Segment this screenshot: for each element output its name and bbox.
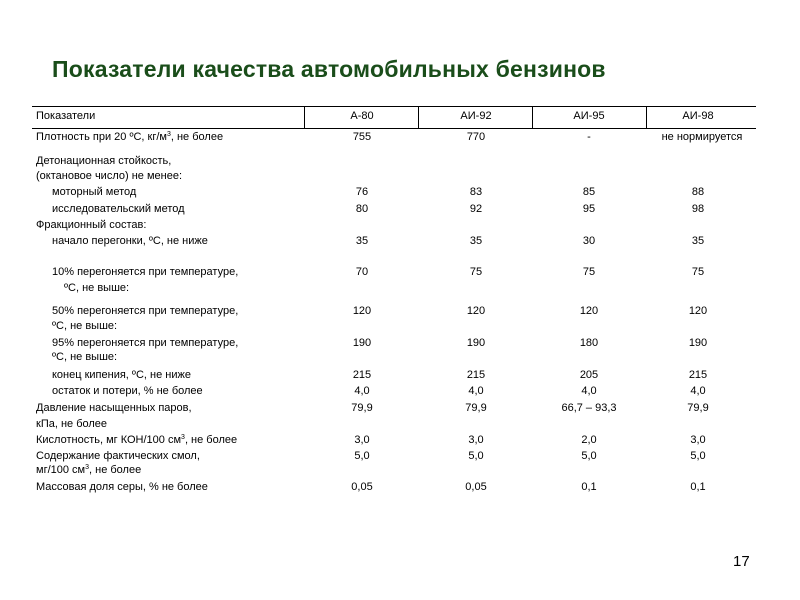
cell-value: 35 (691, 235, 705, 247)
cell-value: 30 (582, 235, 596, 247)
cell-value: 215 (688, 369, 708, 381)
cell-value: 76 (355, 186, 369, 198)
cell-value: 215 (352, 369, 372, 381)
cell-value: 83 (469, 186, 483, 198)
row-label: 50% перегоняется при температуре, (52, 305, 239, 317)
cell-value: 80 (355, 203, 369, 215)
cell-value: 88 (691, 186, 705, 198)
header-ai98: АИ-98 (682, 110, 714, 122)
cell-value: 75 (691, 266, 705, 278)
column-divider (304, 106, 305, 128)
column-divider (646, 106, 647, 128)
cell-value: 79,9 (687, 402, 709, 414)
cell-value: 120 (688, 305, 708, 317)
row-label: Детонационная стойкость, (36, 155, 172, 167)
page-number: 17 (733, 553, 750, 570)
cell-value: 2,0 (581, 434, 597, 446)
header-ai95: АИ-95 (573, 110, 605, 122)
row-label: Массовая доля серы, % не более (36, 481, 208, 493)
cell-value: 3,0 (690, 434, 706, 446)
row-label: кПа, не более (36, 418, 108, 430)
cell-value: 5,0 (354, 450, 370, 462)
header-label: Показатели (36, 110, 96, 122)
cell-value: 5,0 (581, 450, 597, 462)
cell-value: 79,9 (351, 402, 373, 414)
cell-value: 70 (355, 266, 369, 278)
cell-value: 79,9 (465, 402, 487, 414)
row-label: Кислотность, мг КОН/100 $см^3$, не более (36, 434, 238, 446)
cell-value: 190 (466, 337, 486, 349)
column-divider (418, 106, 419, 128)
row-label: ºС, не выше: (64, 282, 130, 294)
row-label: моторный метод (52, 186, 137, 198)
header-ai92: АИ-92 (460, 110, 492, 122)
cell-value: 35 (355, 235, 369, 247)
cell-value: 205 (579, 369, 599, 381)
cell-value: не нормируется (661, 131, 743, 143)
cell-value: 120 (352, 305, 372, 317)
cell-value: 120 (579, 305, 599, 317)
cell-value: 4,0 (354, 385, 370, 397)
cell-value: 66,7 – 93,3 (561, 402, 617, 414)
cell-value: 0,1 (690, 481, 706, 493)
cell-value: 85 (582, 186, 596, 198)
cell-value: 180 (579, 337, 599, 349)
cell-value: 75 (469, 266, 483, 278)
cell-value: 92 (469, 203, 483, 215)
row-label: 95% перегоняется при температуре, (52, 337, 239, 349)
row-label: 10% перегоняется при температуре, (52, 266, 239, 278)
cell-value: 35 (469, 235, 483, 247)
cell-value: 95 (582, 203, 596, 215)
cell-value: 5,0 (468, 450, 484, 462)
row-label: мг/100 $см^3$, не более (36, 464, 142, 476)
cell-value: 5,0 (690, 450, 706, 462)
row-label: Плотность при 20 ºС, $кг/м^3$, не более (36, 131, 224, 143)
cell-value: 120 (466, 305, 486, 317)
cell-value: 0,05 (465, 481, 487, 493)
row-label: исследовательский метод (52, 203, 185, 215)
row-label: остаток и потери, % не более (52, 385, 203, 397)
row-label: Давление насыщенных паров, (36, 402, 192, 414)
cell-value: 0,05 (351, 481, 373, 493)
cell-value: 190 (352, 337, 372, 349)
row-label: ºС, не выше: (52, 320, 118, 332)
cell-value: 190 (688, 337, 708, 349)
cell-value: 4,0 (468, 385, 484, 397)
cell-value: 215 (466, 369, 486, 381)
cell-value: - (587, 131, 591, 143)
row-label: начало перегонки, ºС, не ниже (52, 235, 208, 247)
row-label: (октановое число) не менее: (36, 170, 183, 182)
row-label: Фракционный состав: (36, 219, 147, 231)
cell-value: 3,0 (354, 434, 370, 446)
row-label: ºС, не выше: (52, 351, 118, 363)
cell-value: 3,0 (468, 434, 484, 446)
column-divider (532, 106, 533, 128)
table-top-rule (32, 106, 756, 107)
header-a80: А-80 (350, 110, 374, 122)
cell-value: 755 (352, 131, 372, 143)
cell-value: 98 (691, 203, 705, 215)
cell-value: 4,0 (690, 385, 706, 397)
cell-value: 770 (466, 131, 486, 143)
table-header-rule (32, 128, 756, 129)
cell-value: 75 (582, 266, 596, 278)
row-label: Содержание фактических смол, (36, 450, 200, 462)
row-label: конец кипения, ºС, не ниже (52, 369, 191, 381)
page-title: Показатели качества автомобильных бензинов (52, 56, 606, 82)
cell-value: 4,0 (581, 385, 597, 397)
cell-value: 0,1 (581, 481, 597, 493)
